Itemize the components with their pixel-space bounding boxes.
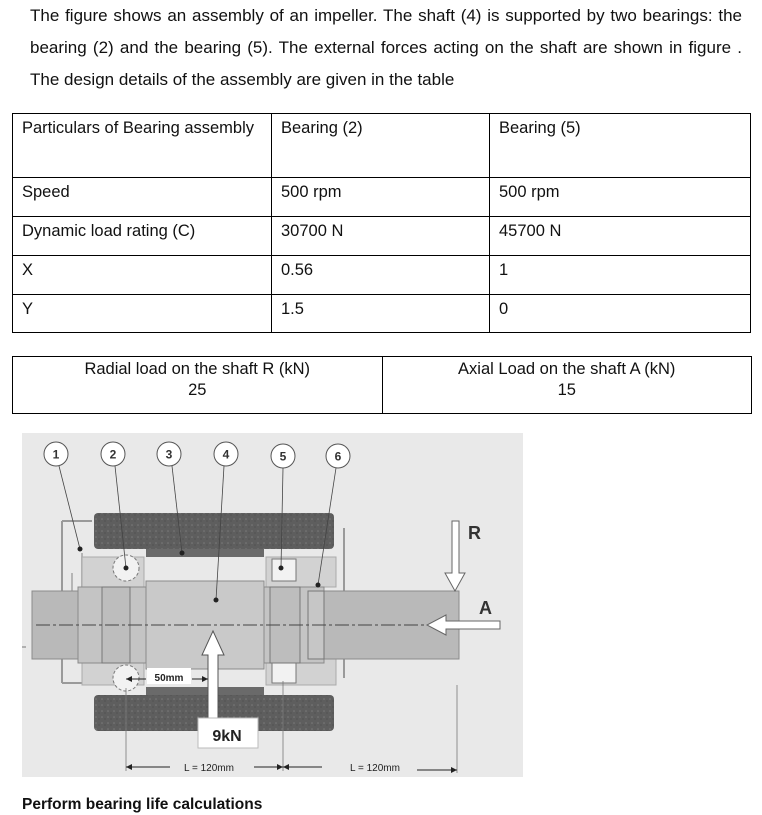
svg-text:5: 5 xyxy=(279,449,287,464)
bearing-5-bottom xyxy=(272,661,296,683)
row-label-dynamic-load: Dynamic load rating (C) xyxy=(13,217,272,256)
table-header-row xyxy=(13,114,751,178)
header-bearing-5: Bearing (5) xyxy=(490,114,751,178)
svg-text:9kN: 9kN xyxy=(212,728,242,745)
speed-bearing-2: 500 rpm xyxy=(272,178,490,217)
svg-text:R: R xyxy=(468,523,481,543)
svg-text:4: 4 xyxy=(222,447,230,462)
radial-load-label: Radial load on the shaft R (kN) xyxy=(84,360,311,378)
axial-load-value: 15 xyxy=(557,381,576,399)
x-bearing-5: 1 xyxy=(490,256,751,295)
task-instruction: Perform bearing life calculations xyxy=(22,796,263,813)
bearing-5-top xyxy=(272,559,296,581)
axial-load-label: Axial Load on the shaft A (kN) xyxy=(458,360,676,378)
svg-text:2: 2 xyxy=(109,447,117,462)
svg-text:50mm: 50mm xyxy=(154,673,184,684)
svg-text:L = 120mm: L = 120mm xyxy=(184,763,234,774)
row-label-y: Y xyxy=(13,295,272,333)
x-bearing-2: 0.56 xyxy=(272,256,490,295)
svg-text:3: 3 xyxy=(165,447,173,462)
impeller-assembly-diagram xyxy=(22,433,523,777)
dynamic-load-bearing-2: 30700 N xyxy=(272,217,490,256)
radial-load-cell xyxy=(13,357,383,414)
row-label-speed: Speed xyxy=(13,178,272,217)
intro-paragraph: The figure shows an assembly of an impeller. The shaft (4) is supported by two bearings: the bearing (2) and the bearing (5). The external forces acting on the shaft are shown in figure . The design details of the assembly are given in the table xyxy=(30,6,742,89)
svg-text:L = 120mm: L = 120mm xyxy=(350,763,400,774)
y-bearing-2: 1.5 xyxy=(272,295,490,333)
row-label-x: X xyxy=(13,256,272,295)
table-row xyxy=(13,295,751,333)
dynamic-load-bearing-5: 45700 N xyxy=(490,217,751,256)
svg-text:1: 1 xyxy=(52,447,60,462)
radial-load-value: 25 xyxy=(188,381,207,399)
table-row xyxy=(13,217,751,256)
table-row xyxy=(13,178,751,217)
header-bearing-2: Bearing (2) xyxy=(272,114,490,178)
svg-text:6: 6 xyxy=(334,449,342,464)
housing-top xyxy=(94,513,334,549)
header-particulars: Particulars of Bearing assembly xyxy=(13,114,272,178)
table-row xyxy=(13,256,751,295)
bearing-2-bottom-ball xyxy=(113,665,139,691)
bearing-spec-table xyxy=(12,113,751,333)
loads-table xyxy=(12,356,752,414)
table-row xyxy=(13,357,752,414)
svg-text:A: A xyxy=(479,598,492,618)
speed-bearing-5: 500 rpm xyxy=(490,178,751,217)
axial-load-cell xyxy=(382,357,752,414)
y-bearing-5: 0 xyxy=(490,295,751,333)
